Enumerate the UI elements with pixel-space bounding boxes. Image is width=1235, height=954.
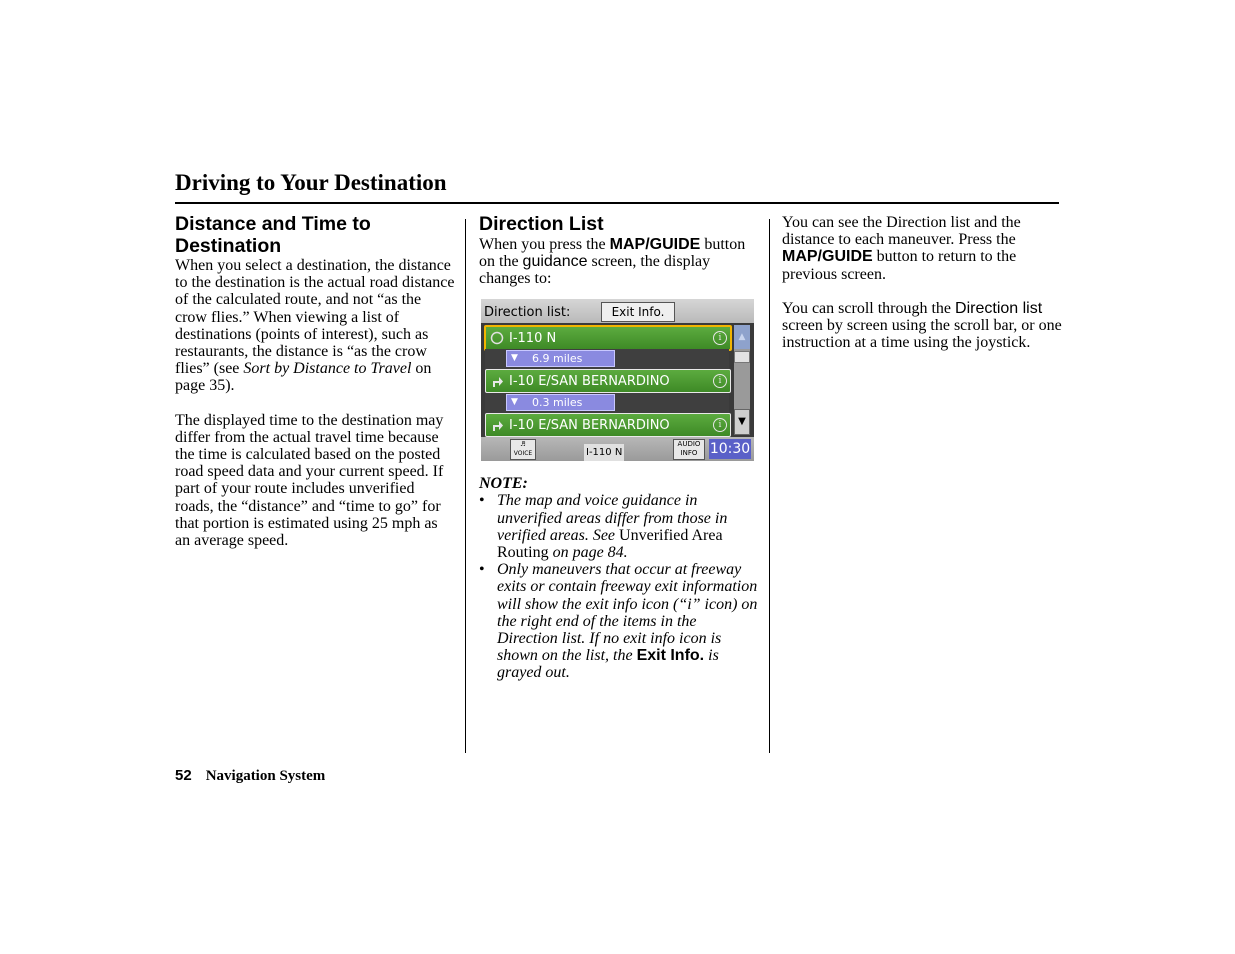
- page-number: 52: [175, 767, 192, 784]
- turn-right-arrow-icon: [490, 374, 504, 388]
- paragraph-distance-text-a: When you select a destination, the distance to the destination is the actual road distance of the calculated route, and not “as the crow flies.” When viewing a list of destinations (points of interest), such as restaurants, the distance is “as the crow flies” (see: [175, 257, 455, 378]
- intro-text-a: When you press the: [479, 235, 610, 253]
- note-label: NOTE:: [479, 475, 528, 493]
- heading-direction-list: Direction List: [479, 213, 604, 235]
- down-arrow-icon: ▼: [511, 397, 518, 408]
- exit-info-button[interactable]: Exit Info.: [601, 302, 675, 322]
- direction-list-screen-label: Direction list: [955, 299, 1043, 317]
- turn-right-arrow-icon: [490, 418, 504, 432]
- intro-text-b: button on the: [479, 235, 746, 270]
- unverified-routing-reference: Unverified Area Routing: [497, 526, 723, 561]
- bullet-icon: •: [479, 492, 485, 510]
- distance-label: [506, 350, 615, 367]
- voice-button[interactable]: [510, 439, 536, 460]
- note1-text-a: The map and voice guidance in unverified areas differ from those in verified areas. See: [497, 492, 728, 544]
- paragraph-distance-text-b: on page 35).: [175, 360, 432, 395]
- note2-text-b: is grayed out.: [497, 647, 719, 682]
- column-direction-list: [479, 214, 759, 682]
- scroll-text-a: You can scroll through the: [782, 299, 956, 317]
- sort-by-distance-reference: Sort by Distance to Travel: [243, 360, 412, 378]
- audio-info-label-1: AUDIO: [677, 440, 701, 449]
- note2-text-a: Only maneuvers that occur at freeway exits or contain freeway exit information will show the exit info icon (“i” icon) on the right end of the items in the Direction list. If no exit info icon is shown on the list, the: [497, 561, 758, 665]
- exit-info-button-label: Exit Info.: [636, 647, 705, 665]
- note1-text-b: on page 84.: [548, 543, 628, 561]
- paragraph-time: The displayed time to the destination may differ from the actual travel time because the time is calculated based on the posted road speed data and your current speed. If part of your route includes unverified roads, the “distance” and “time to go” for that portion is estimated using 25 mph as an average speed.: [175, 411, 444, 550]
- voice-button-label: VOICE: [513, 450, 533, 458]
- intro-text-c: screen, the display changes to:: [479, 252, 711, 287]
- map-guide-button-label: MAP/GUIDE: [609, 235, 701, 253]
- column-divider-right: [769, 219, 770, 753]
- column-direction-usage: [782, 214, 1062, 351]
- note-item: [479, 492, 759, 561]
- footer-section-name: Navigation System: [205, 768, 326, 784]
- scroll-up-button[interactable]: ▲: [734, 325, 750, 349]
- exit-info-icon: i: [713, 374, 727, 388]
- page-footer: [175, 767, 325, 785]
- direction-road-name: I-110 N: [509, 331, 557, 347]
- scroll-thumb[interactable]: [734, 351, 750, 363]
- view-text-b: button to return to the previous screen.: [782, 248, 1017, 283]
- scroll-text-b: screen by screen using the scroll bar, or one instruction at a time using the joystick.: [782, 317, 1062, 352]
- bullet-icon: •: [479, 561, 485, 579]
- paragraph-intro: [479, 236, 759, 288]
- destination-circle-icon: [490, 331, 504, 345]
- scroll-down-button[interactable]: ▼: [734, 409, 750, 435]
- map-guide-button-label: MAP/GUIDE: [782, 248, 873, 266]
- exit-info-icon: i: [713, 331, 727, 345]
- paragraph-scrolling: [782, 300, 1062, 352]
- direction-road-name: I-10 E/SAN BERNARDINO: [509, 418, 670, 434]
- distance-label: [506, 394, 615, 411]
- direction-list-item[interactable]: [485, 369, 731, 393]
- note-list: [479, 492, 759, 681]
- header-rule: [175, 202, 1059, 204]
- distance-value: 0.3 miles: [532, 396, 583, 410]
- direction-list-screenshot: [481, 299, 754, 461]
- guidance-screen-label: guidance: [522, 252, 588, 270]
- audio-info-button[interactable]: [673, 439, 705, 460]
- heading-distance-time: Distance and Time to Destination: [175, 213, 371, 257]
- note-item: [479, 561, 759, 681]
- column-distance-time: [175, 214, 455, 549]
- direction-list-item[interactable]: [485, 413, 731, 437]
- exit-info-icon: i: [713, 418, 727, 432]
- speaker-icon: ♬: [520, 441, 526, 449]
- nav-screen-title: Direction list:: [484, 305, 571, 321]
- distance-value: 6.9 miles: [532, 352, 583, 366]
- direction-road-name: I-10 E/SAN BERNARDINO: [509, 374, 670, 390]
- down-arrow-icon: ▼: [511, 353, 518, 364]
- column-divider-left: [465, 219, 466, 753]
- current-road-label: I-110 N: [584, 444, 624, 461]
- paragraph-direction-list-view: [782, 214, 1062, 283]
- clock-display: 10:30: [709, 441, 751, 458]
- page-section-title: Driving to Your Destination: [175, 170, 447, 195]
- paragraph-distance: [175, 257, 455, 395]
- view-text-a: You can see the Direction list and the distance to each maneuver. Press the: [782, 214, 1021, 249]
- direction-list-item[interactable]: [484, 325, 732, 351]
- audio-info-label-2: INFO: [680, 449, 698, 458]
